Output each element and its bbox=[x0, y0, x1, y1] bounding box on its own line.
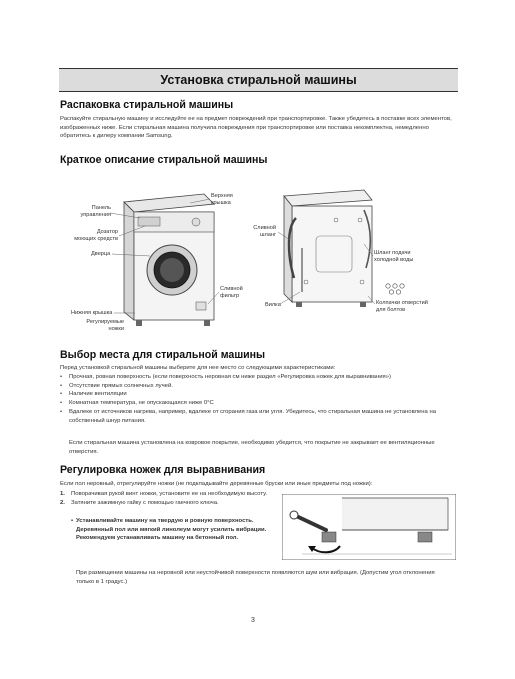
leveling-heading: Регулировка ножек для выравнивания bbox=[60, 464, 266, 476]
foot-right-nut bbox=[418, 532, 432, 542]
unpacking-heading: Распаковка стиральной машины bbox=[60, 99, 234, 111]
foot-nut bbox=[322, 532, 336, 542]
page-title: Установка стиральной машины bbox=[160, 73, 357, 87]
label-detergent-drawer: Дозатор моющих средств bbox=[74, 229, 118, 242]
leveling-intro: Если пол неровный, отрегулируйте ножки (не подкладывайте деревянные бруски или иные предметы под ножки): bbox=[60, 481, 373, 487]
washer-base bbox=[342, 498, 448, 530]
list-item: • Вдалеке от источников нагрева, например, вдалеке от сгорания газа или угля. Убедитесь, что стиральная машина не установлена на собственный шнур питания. bbox=[60, 408, 456, 425]
advice-bullet bbox=[71, 517, 271, 526]
label-adjustable-feet: Регулируемые ножки bbox=[86, 319, 124, 332]
unpacking-text: Распакуйте стиральную машину и исследуйте ее на предмет повреждений при транспортировке. Также убедитесь в поставке всех элементов, изображенных ниже. Если стиральная машина получила повреждения при транспортировке или поставка некомплектна, немедленно обратитесь к дилеру компании Samsung. bbox=[60, 116, 452, 140]
label-top-cover: Верхняя крышка bbox=[211, 193, 233, 206]
overview-heading: Краткое описание стиральной машины bbox=[60, 154, 268, 166]
step-1 bbox=[60, 490, 275, 499]
label-drain-hose: Сливной шланг bbox=[253, 225, 276, 238]
step-2-number: 2. bbox=[60, 499, 65, 506]
list-item: • Прочная, ровная поверхность (если поверхность неровная см ниже раздел «Регулировка ножек для выравнивания») bbox=[60, 373, 456, 382]
page-number: 3 bbox=[251, 617, 255, 624]
leveling-noise-note: При размещении машины на неровной или неустойчивой поверхности появляются шум или вибрация. (Допустим угол отклонения только в 1 градус.) bbox=[76, 570, 435, 585]
list-item: • Отсутствие прямых солнечных лучей. bbox=[60, 382, 456, 391]
step-1-text: Поворачивая рукой винт ножки, установите ее на необходимую высоту. bbox=[71, 491, 268, 497]
label-plug: Вилка bbox=[265, 302, 281, 308]
label-bottom-cover: Нижняя крышка bbox=[71, 310, 113, 316]
leveling-steps bbox=[60, 490, 275, 507]
leveling-advice bbox=[71, 517, 271, 543]
step-1-number: 1. bbox=[60, 491, 65, 497]
bullet-mark: • bbox=[71, 518, 74, 524]
step-2-text: Затяните зажимную гайку с помощью гаечного ключа. bbox=[71, 499, 219, 506]
location-note: Если стиральная машина установлена на ковровое покрытие, необходимо убедится, что покрытие не закрывает ее вентиляционные отверстия. bbox=[69, 440, 435, 455]
label-cold-water-hose: Шланг подачи холодной воды bbox=[374, 250, 414, 263]
location-heading: Выбор места для стиральной машины bbox=[60, 349, 266, 361]
step-2 bbox=[60, 499, 275, 508]
location-list bbox=[60, 373, 456, 425]
list-item: • Комнатная температура, не опускающаяся ниже 0°C bbox=[60, 399, 456, 408]
label-control-panel: Панель управления bbox=[80, 205, 111, 218]
advice-bullet-text: Устанавливайте машину на твердую и ровную поверхность. bbox=[76, 518, 254, 524]
advice-floor-text: Деревянный пол или мягкий линолеум могут усилить вибрации. Рекомендуем устанавливать машину на бетонный пол. bbox=[76, 526, 267, 542]
location-intro: Перед установкой стиральной машины выберите для нее место со следующими характеристиками: bbox=[60, 365, 336, 371]
label-door: Дверца bbox=[91, 251, 111, 257]
label-bolt-caps: Колпачки отверстий для болтов bbox=[376, 300, 428, 313]
label-drain-filter: Сливной фильтр bbox=[220, 286, 243, 299]
list-item: • Наличие вентиляции bbox=[60, 390, 456, 399]
leveling-illustration bbox=[282, 494, 456, 560]
